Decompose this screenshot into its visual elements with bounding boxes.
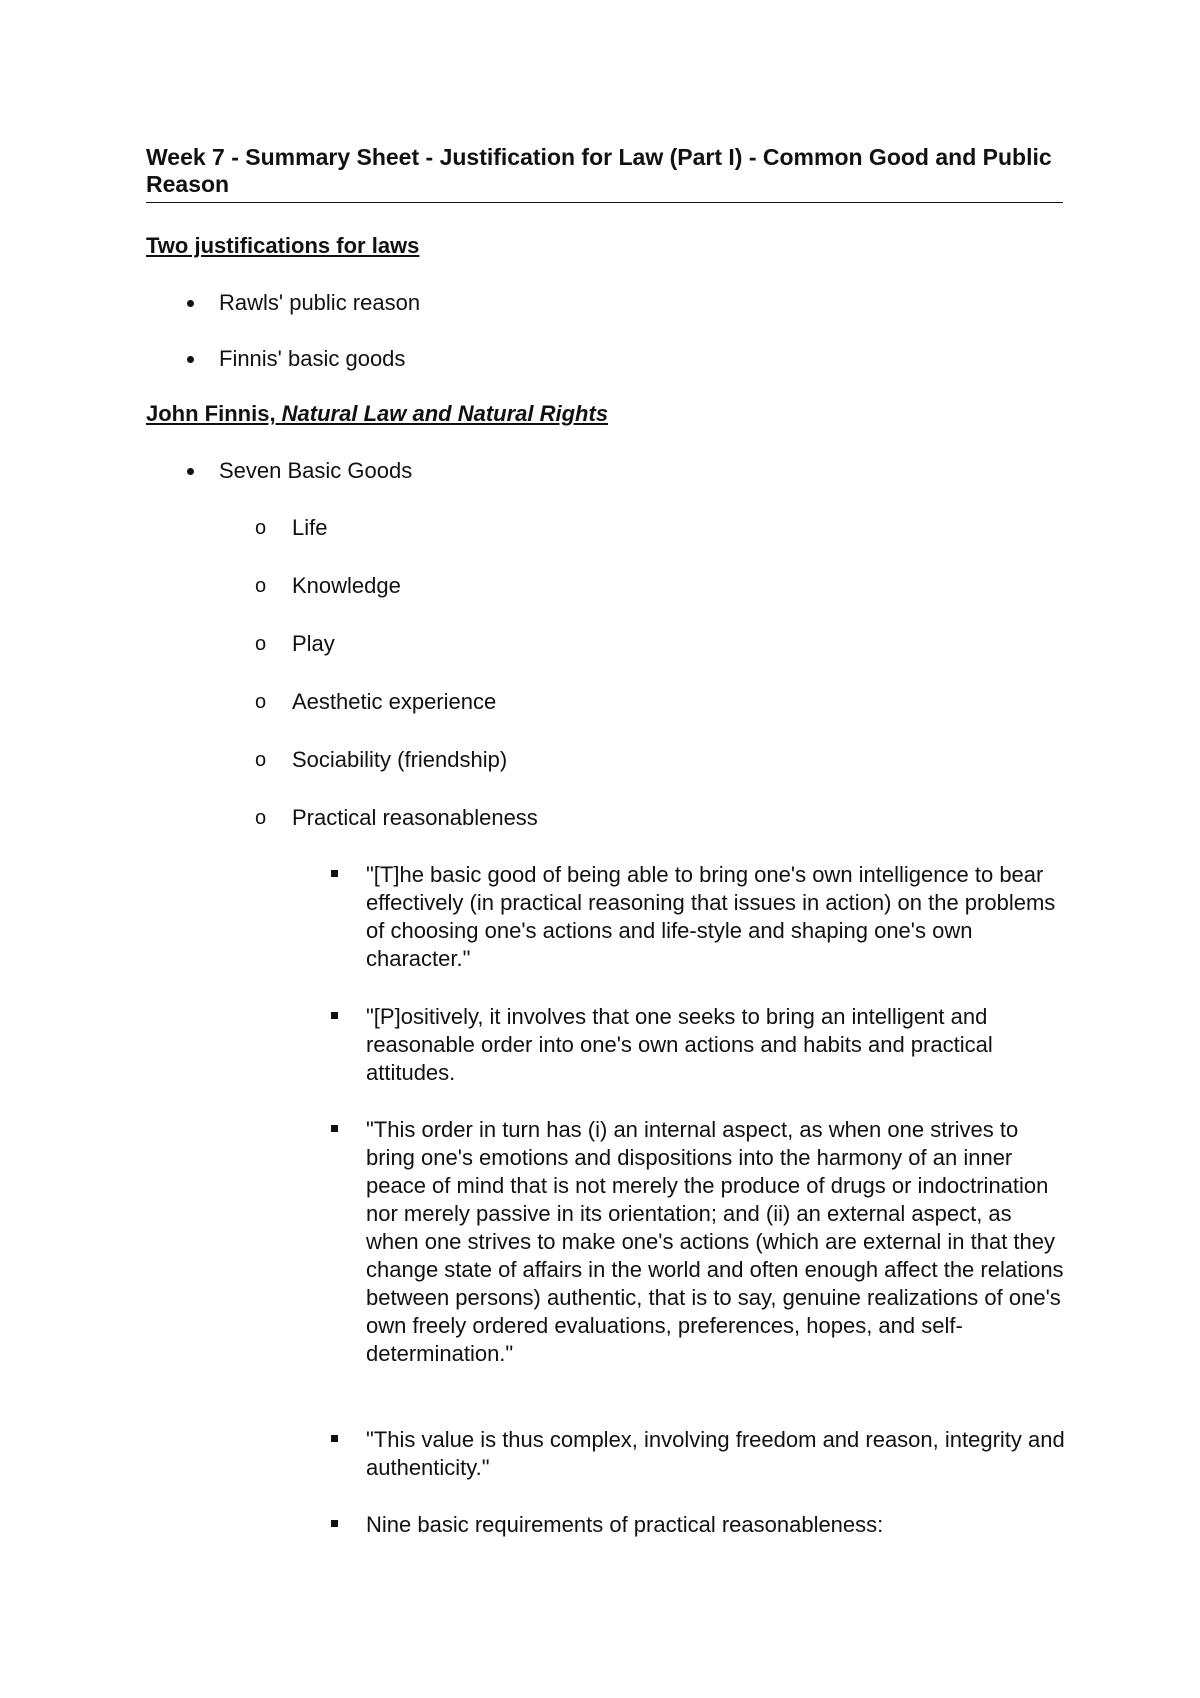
page-title: Week 7 - Summary Sheet - Justification for Law (Part I) - Common Good and Public Reason bbox=[146, 144, 1052, 197]
heading-author: John Finnis, bbox=[146, 401, 282, 426]
title-underline-rule bbox=[146, 202, 1063, 203]
bullet-disc-icon bbox=[187, 356, 194, 363]
list-item: Life bbox=[292, 515, 328, 540]
section-heading-two-justifications: Two justifications for laws bbox=[146, 233, 420, 258]
list-item: Knowledge bbox=[292, 573, 401, 598]
quote-item: "[P]ositively, it involves that one seeks to bring an intelligent and reasonable order into one's own actions and habits and practical attitudes. bbox=[366, 1004, 993, 1085]
bullet-circle-icon: o bbox=[255, 691, 267, 713]
bullet-circle-icon: o bbox=[255, 575, 267, 597]
bullet-disc-icon bbox=[187, 468, 194, 475]
bullet-square-icon bbox=[331, 1012, 338, 1019]
quote-item: "This order in turn has (i) an internal aspect, as when one strives to bring one's emotions and dispositions into the harmony of an inner peace of mind that is not merely the produce of drugs or indoctrination nor merely passive in its orientation; and (ii) an external aspect, as when one strives to make one's actions (which are external in that they change state of affairs in the world and often enough affect the relations between persons) authentic, that is to say, genuine realizations of one's own freely ordered evaluations, preferences, hopes, and self-determination." bbox=[366, 1117, 1064, 1366]
list-item: Play bbox=[292, 631, 335, 656]
list-item: Rawls' public reason bbox=[219, 290, 421, 315]
bullet-circle-icon: o bbox=[255, 517, 267, 539]
bullet-square-icon bbox=[331, 1125, 338, 1132]
list-item: Practical reasonableness bbox=[292, 805, 538, 830]
bullet-circle-icon: o bbox=[255, 633, 267, 655]
bullet-square-icon bbox=[331, 1520, 338, 1527]
bullet-disc-icon bbox=[187, 300, 194, 307]
quote-item: Nine basic requirements of practical reasonableness: bbox=[366, 1512, 884, 1537]
section-heading-finnis bbox=[146, 401, 608, 427]
quote-item: "[T]he basic good of being able to bring one's own intelligence to bear effectively (in practical reasoning that issues in action) on the problems of choosing one's actions and life-style and shaping one's own character." bbox=[366, 862, 1056, 971]
bullet-square-icon bbox=[331, 870, 338, 877]
list-item: Seven Basic Goods bbox=[219, 458, 413, 483]
bullet-circle-icon: o bbox=[255, 749, 267, 771]
bullet-circle-icon: o bbox=[255, 807, 267, 829]
list-item: Finnis' basic goods bbox=[219, 346, 406, 371]
list-item: Aesthetic experience bbox=[292, 689, 497, 714]
quote-item: "This value is thus complex, involving freedom and reason, integrity and authenticity." bbox=[366, 1427, 1065, 1480]
heading-book-title: Natural Law and Natural Rights bbox=[281, 401, 609, 426]
list-item: Sociability (friendship) bbox=[292, 747, 508, 772]
bullet-square-icon bbox=[331, 1435, 338, 1442]
